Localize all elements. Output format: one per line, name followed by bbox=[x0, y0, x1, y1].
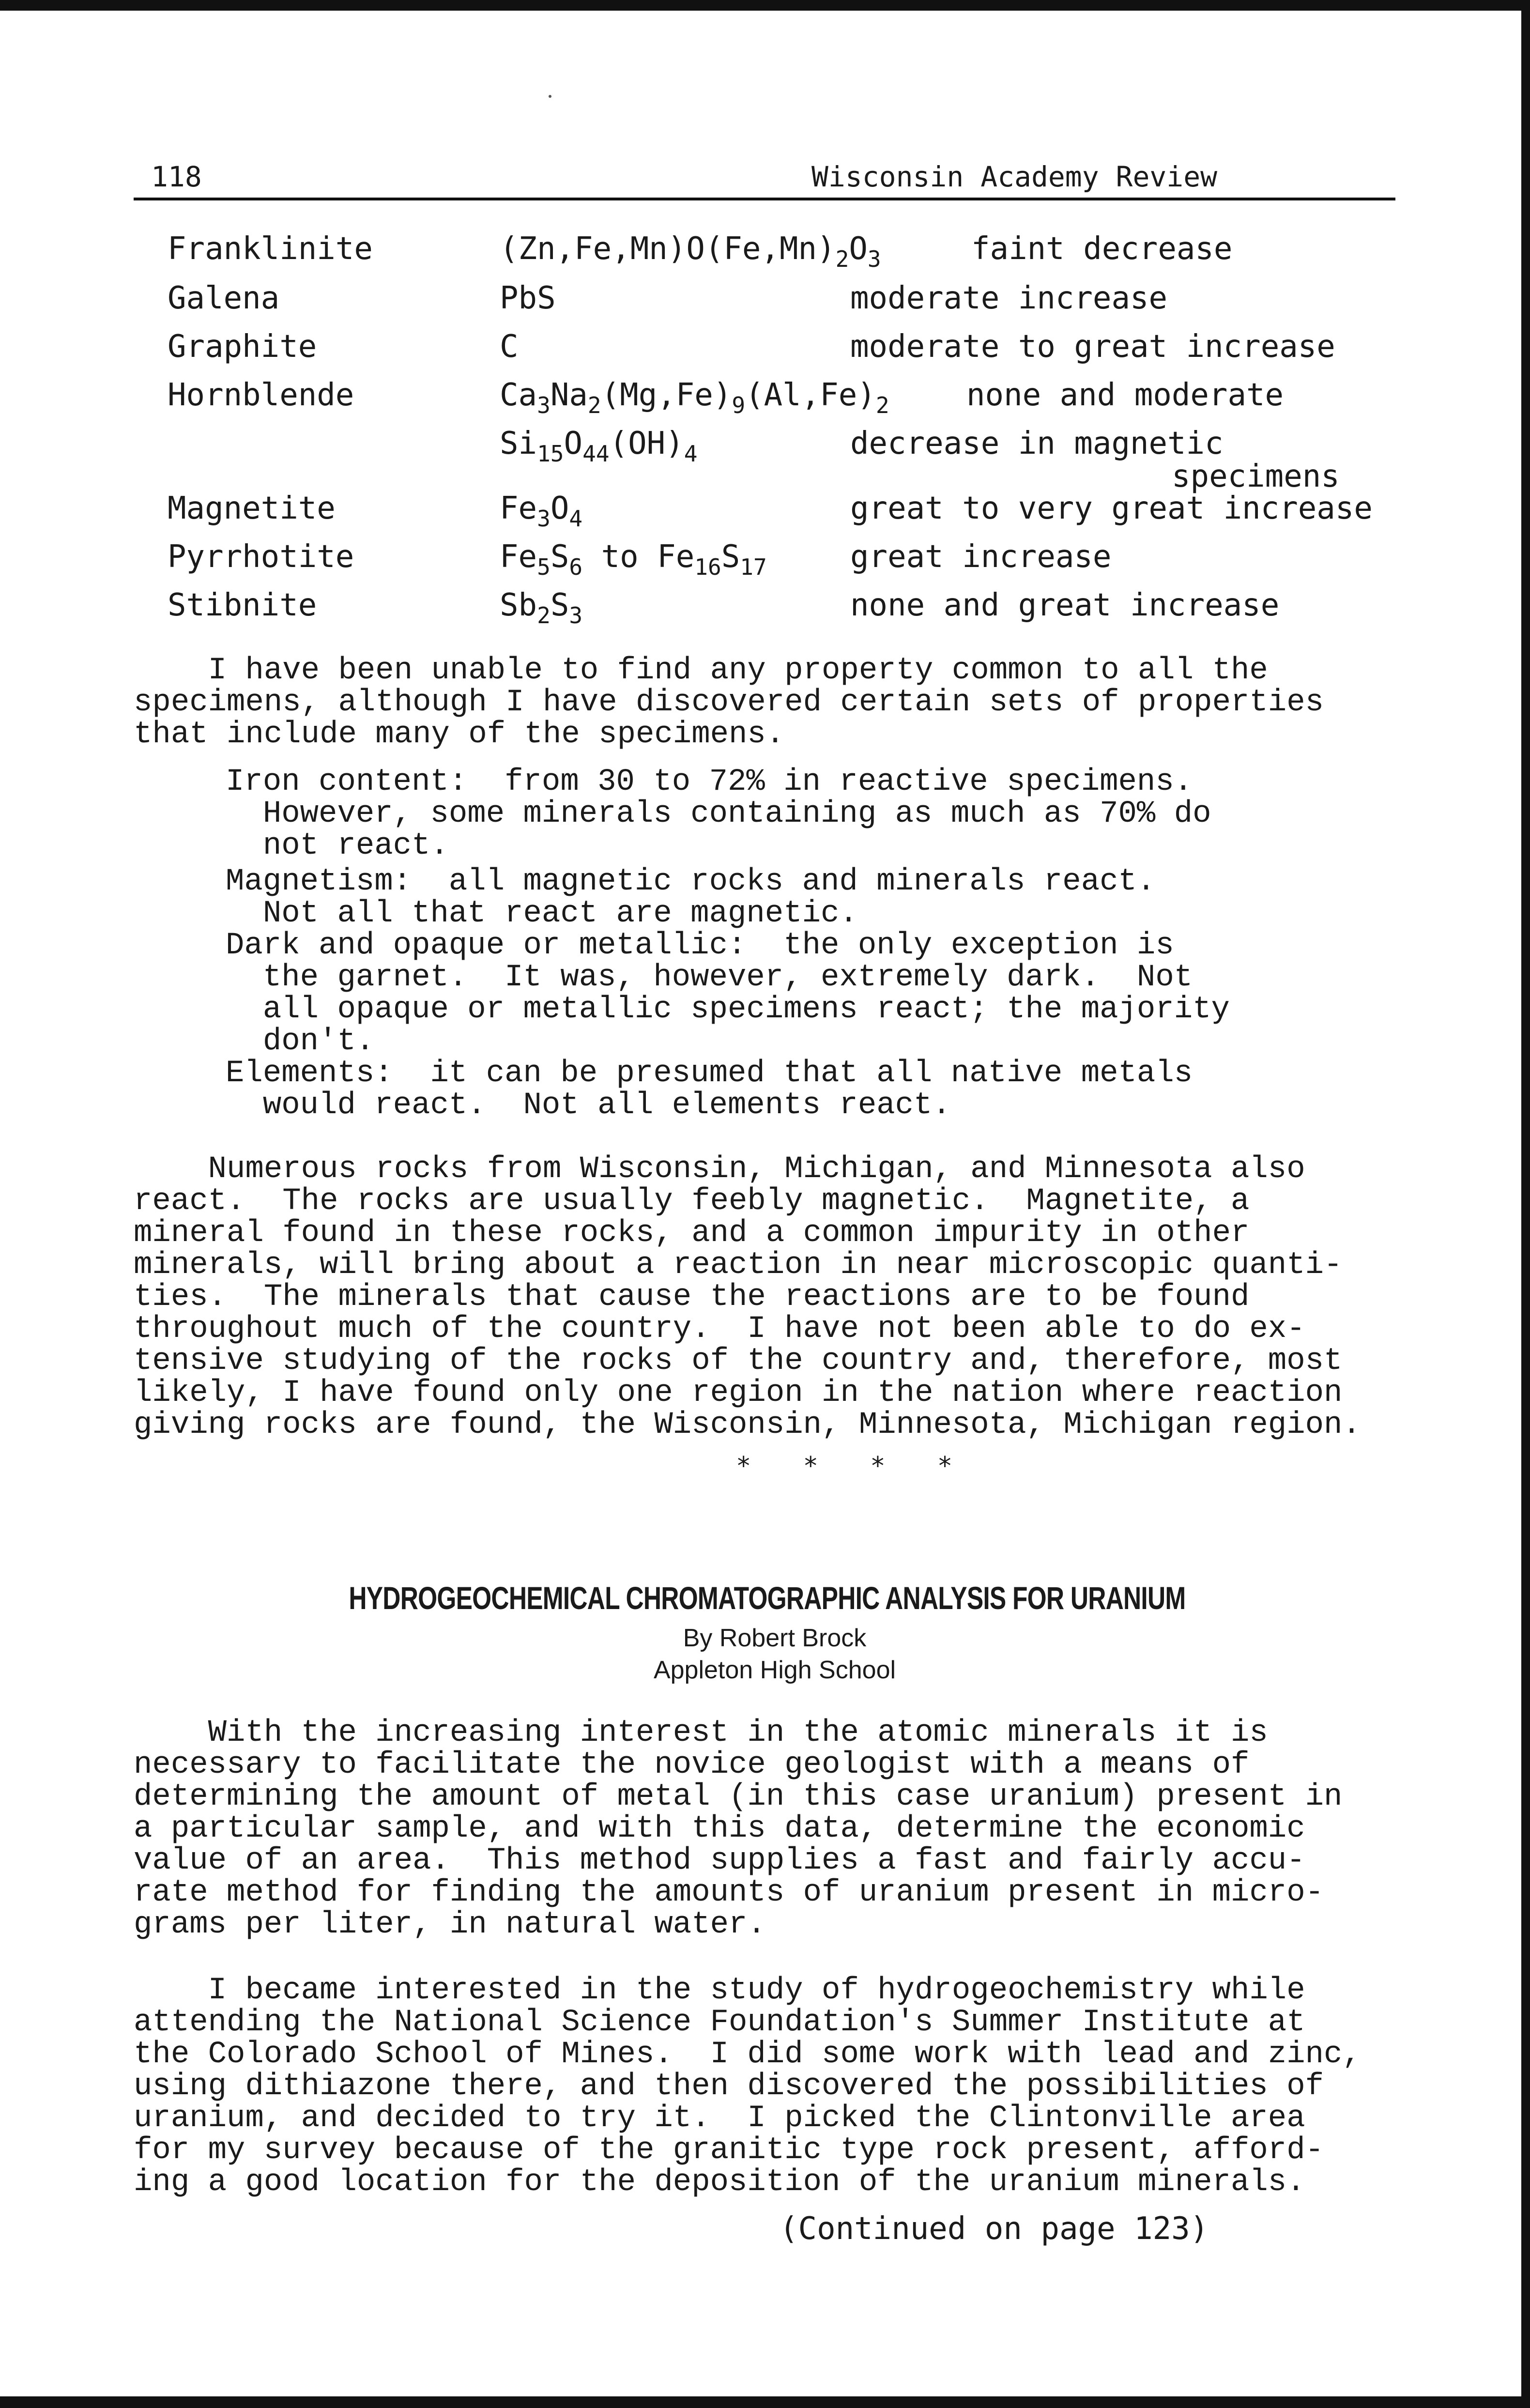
scan-border-right bbox=[1521, 0, 1530, 2408]
article-title: HYDROGEOCHEMICAL CHROMATOGRAPHIC ANALYSIS FOR URANIUM bbox=[349, 1580, 1186, 1616]
mineral-reaction: moderate increase bbox=[850, 280, 1168, 316]
mineral-formula: PbS bbox=[500, 280, 556, 316]
section-separator: * * * * bbox=[736, 1452, 971, 1481]
mineral-name: Magnetite bbox=[168, 491, 336, 526]
mineral-formula: $(Zn,Fe,Mn)O(Fe,Mn)_2O_3$ bbox=[500, 231, 881, 273]
mineral-formula: $Si_{15}O_{44}(OH)_4$ bbox=[500, 426, 698, 467]
page-number: 118 bbox=[151, 160, 202, 193]
property-dark-opaque: Dark and opaque or metallic: the only exception is the garnet. It was, however, extremely dark. Not all opaque or metallic specimens react; the majority don't. bbox=[226, 928, 1230, 1059]
mineral-row bbox=[0, 537, 1501, 586]
property-magnetism: Magnetism: all magnetic rocks and minerals react. Not all that react are magnetic. bbox=[226, 864, 1156, 931]
mineral-formula: $Fe_5S_6$ to $Fe_{16}S_{17}$ bbox=[500, 539, 767, 581]
mineral-name: Pyrrhotite bbox=[168, 539, 354, 575]
mineral-row bbox=[0, 489, 1501, 537]
scan-border-bottom bbox=[0, 2396, 1530, 2408]
intro-paragraph: I have been unable to find any property common to all the specimens, although I have discovered certain sets of properties that include many of the specimens. bbox=[134, 653, 1324, 752]
mineral-row bbox=[0, 376, 1501, 424]
mineral-name: Franklinite bbox=[168, 231, 373, 267]
mineral-reaction: great increase bbox=[850, 539, 1112, 575]
mineral-name: Graphite bbox=[168, 329, 317, 365]
article-author: By Robert Brock bbox=[683, 1624, 867, 1652]
mineral-row bbox=[0, 230, 1501, 278]
mineral-formula: $Sb_2S_3$ bbox=[500, 587, 583, 629]
mineral-reaction: none and great increase bbox=[850, 587, 1280, 623]
mineral-reaction: none and moderate bbox=[966, 377, 1284, 413]
journal-title: Wisconsin Academy Review bbox=[811, 160, 1218, 193]
mineral-reaction: specimens bbox=[1172, 459, 1340, 494]
mineral-formula: $Ca_3Na_2(Mg,Fe)_9(Al,Fe)_2$ bbox=[500, 377, 889, 419]
mineral-row bbox=[0, 279, 1501, 327]
rocks-paragraph: Numerous rocks from Wisconsin, Michigan, and Minnesota also react. The rocks are usually feebly magnetic. Magnetite, a mineral found in these rocks, and a common impurity in other minerals, will bring about a reaction in near microscopic quanti- ties. The minerals that cause the reactions are to be found throughout much of the country. I have not been able to do ex- tensive studying of the rocks of the country and, therefore, most likely, I have found only one region in the nation where reaction giving rocks are found, the Wisconsin, Minnesota, Michigan region. bbox=[134, 1152, 1361, 1442]
mineral-name: Galena bbox=[168, 280, 280, 316]
header-rule bbox=[134, 198, 1395, 200]
mineral-row bbox=[0, 327, 1501, 376]
mineral-row bbox=[0, 586, 1501, 634]
mineral-formula: $Fe_3O_4$ bbox=[500, 491, 583, 532]
mineral-reaction: great to very great increase bbox=[850, 491, 1373, 526]
property-iron-content: Iron content: from 30 to 72% in reactive specimens. However, some minerals containing as much as 70% do not react. bbox=[226, 765, 1211, 863]
mineral-reaction: moderate to great increase bbox=[850, 329, 1335, 365]
mineral-name: Hornblende bbox=[168, 377, 354, 413]
scan-border-top bbox=[0, 0, 1530, 11]
property-elements: Elements: it can be presumed that all native metals would react. Not all elements react. bbox=[226, 1056, 1193, 1123]
mineral-reaction: decrease in magnetic bbox=[850, 426, 1224, 461]
article-paragraph: With the increasing interest in the atomic minerals it is necessary to facilitate the novice geologist with a means of determining the amount of metal (in this case uranium) present in a particular sample, and with this data, determine the economic value of an area. This method supplies a fast and fairly accu- rate method for finding the amounts of uranium present in micro- grams per liter, in natural water. bbox=[134, 1716, 1343, 1942]
mineral-name: Stibnite bbox=[168, 587, 317, 623]
speck-mark bbox=[549, 95, 551, 98]
article-school: Appleton High School bbox=[653, 1656, 896, 1684]
article-paragraph: I became interested in the study of hydrogeochemistry while attending the National Science Foundation's Summer Institute at the Colorado School of Mines. I did some work with lead and zinc, using dithiazone there, and then discovered the possibilities of uranium, and decided to try it. I picked the Clintonville area for my survey because of the granitic type rock present, afford- ing a good location for the deposition of the uranium minerals. bbox=[134, 1973, 1361, 2200]
mineral-formula: C bbox=[500, 329, 519, 365]
mineral-reaction: faint decrease bbox=[971, 231, 1233, 267]
continued-note: (Continued on page 123) bbox=[780, 2211, 1209, 2247]
